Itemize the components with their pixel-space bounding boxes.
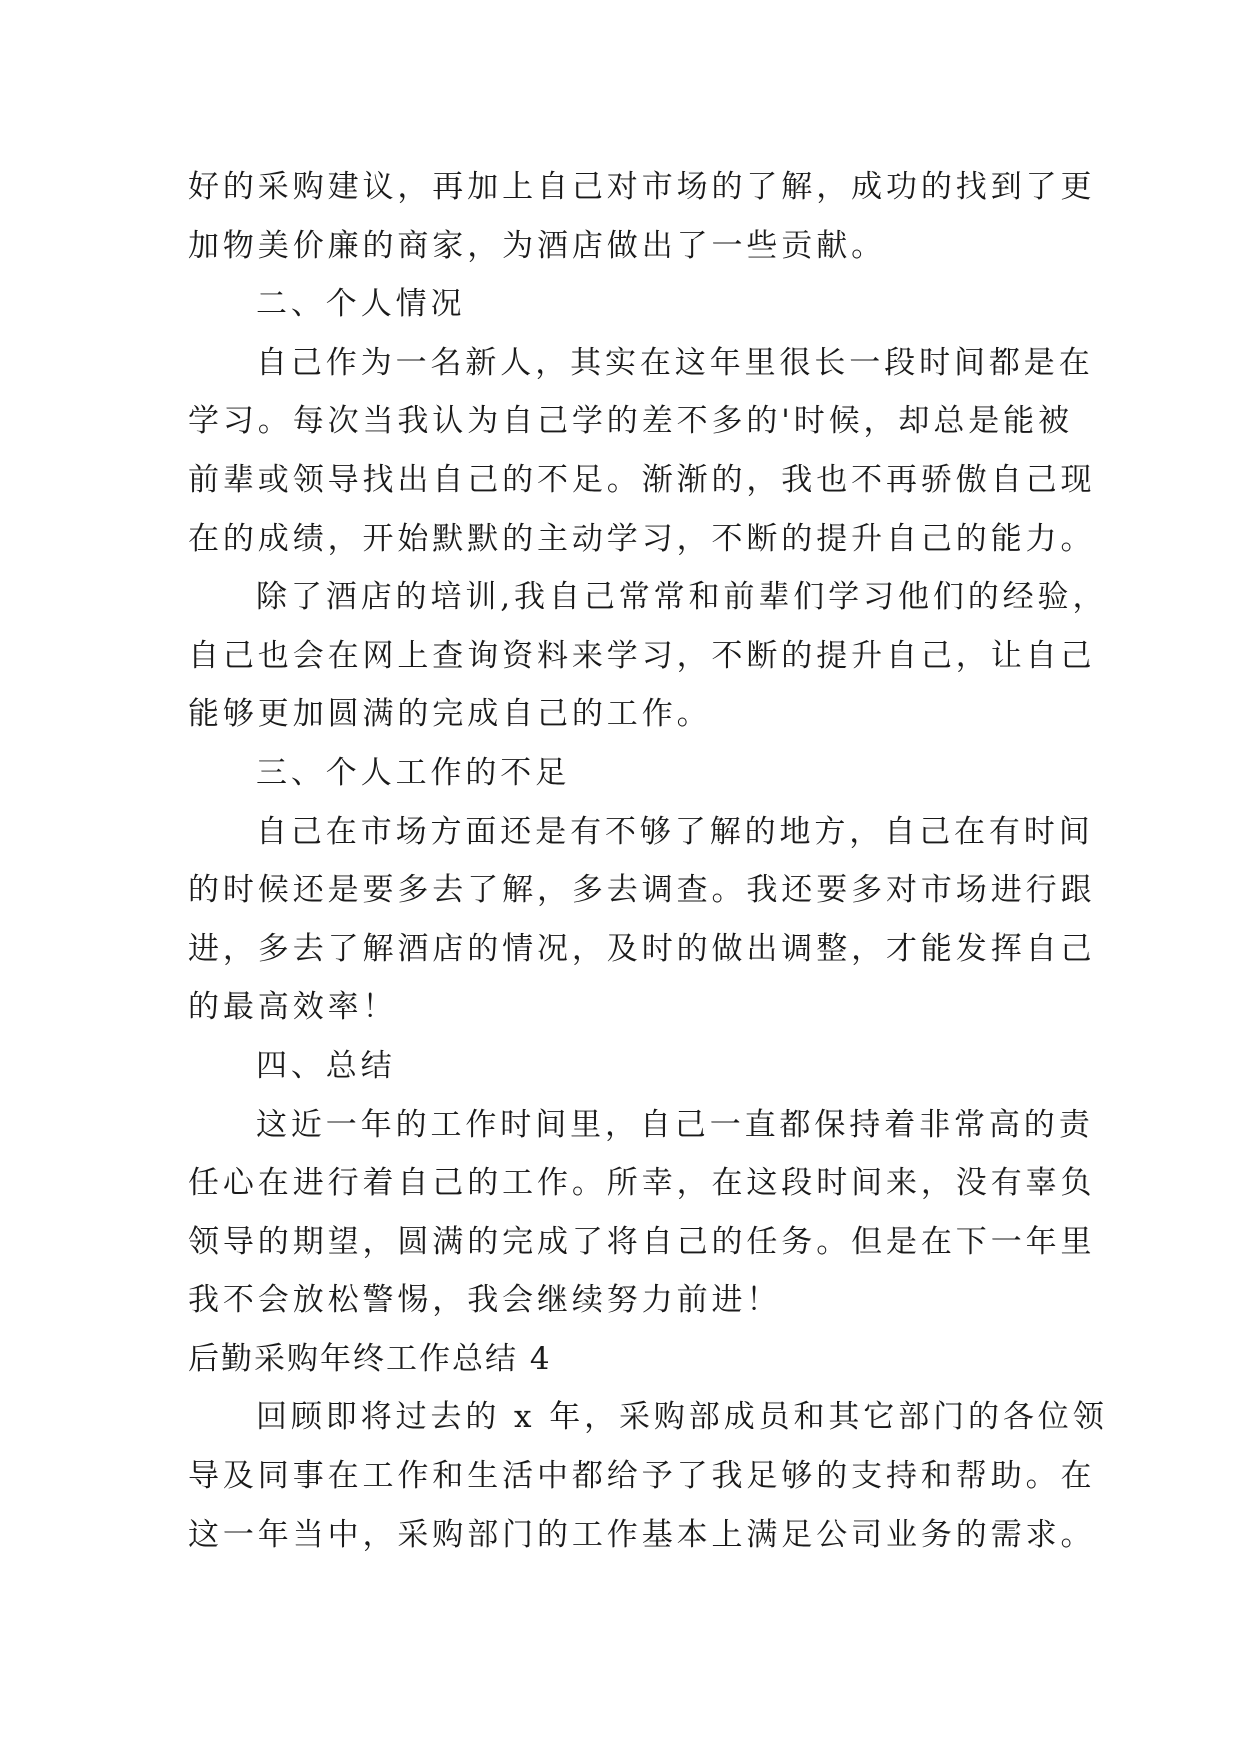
text-line: 进，多去了解酒店的情况，及时的做出调整，才能发挥自己 [188, 930, 1096, 967]
text-line: 加物美价廉的商家，为酒店做出了一些贡献。 [188, 227, 886, 264]
text-line: 在的成绩，开始默默的主动学习，不断的提升自己的能力。 [188, 520, 1096, 557]
text-line: 的时候还是要多去了解，多去调查。我还要多对市场进行跟 [188, 872, 1096, 909]
text-line: 自己在市场方面还是有不够了解的地方，自己在有时间 [256, 813, 1094, 850]
text-line: 前辈或领导找出自己的不足。渐渐的，我也不再骄傲自己现 [188, 461, 1096, 498]
text-line: 这近一年的工作时间里，自己一直都保持着非常高的责 [256, 1106, 1094, 1143]
text-line: 回顾即将过去的 x 年，采购部成员和其它部门的各位领 [256, 1399, 1108, 1436]
text-line: 学习。每次当我认为自己学的差不多的'时候，却总是能被 [188, 403, 1073, 440]
document-body [188, 158, 1108, 1564]
text-line: 导及同事在工作和生活中都给予了我足够的支持和帮助。在 [188, 1458, 1096, 1495]
section-heading-shortcomings: 三、个人工作的不足 [256, 754, 571, 791]
section-heading-summary: 四、总结 [256, 1047, 396, 1084]
text-line: 这一年当中，采购部门的工作基本上满足公司业务的需求。 [188, 1516, 1096, 1553]
text-line: 任心在进行着自己的工作。所幸，在这段时间来，没有辜负 [188, 1165, 1096, 1202]
text-line: 的最高效率！ [188, 989, 398, 1026]
text-line: 好的采购建议，再加上自己对市场的了解，成功的找到了更 [188, 169, 1096, 205]
text-line: 能够更加圆满的完成自己的工作。 [188, 696, 712, 733]
text-line: 除了酒店的培训,我自己常常和前辈们学习他们的经验， [256, 579, 1108, 616]
section-heading-personal: 二、个人情况 [256, 286, 466, 323]
text-line: 我不会放松警惕，我会继续努力前进！ [188, 1282, 782, 1319]
document-section-title: 后勤采购年终工作总结 4 [188, 1340, 552, 1377]
text-line: 领导的期望，圆满的完成了将自己的任务。但是在下一年里 [188, 1223, 1096, 1260]
text-line: 自己也会在网上查询资料来学习，不断的提升自己，让自己 [188, 637, 1096, 674]
text-line: 自己作为一名新人，其实在这年里很长一段时间都是在 [256, 344, 1094, 381]
